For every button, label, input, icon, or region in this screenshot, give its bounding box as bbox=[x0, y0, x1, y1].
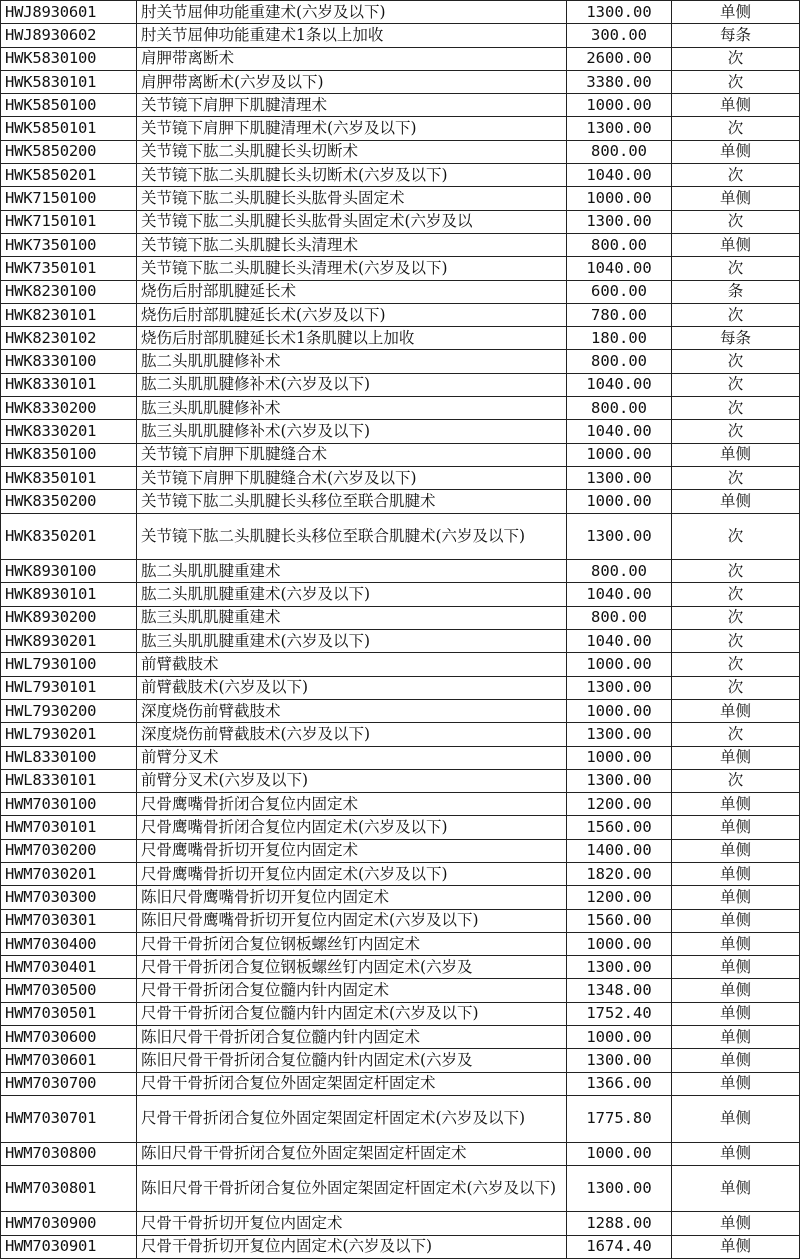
item-code-cell: HWM7030101 bbox=[1, 816, 137, 839]
item-name-cell: 前臂截肢术(六岁及以下) bbox=[137, 676, 567, 699]
item-price-cell: 1000.00 bbox=[567, 653, 672, 676]
table-row bbox=[1, 560, 800, 583]
item-name-cell: 肱二头肌肌腱修补术 bbox=[137, 350, 567, 373]
item-name-cell: 关节镜下肩胛下肌腱清理术 bbox=[137, 94, 567, 117]
item-name-cell: 尺骨干骨折闭合复位钢板螺丝钉内固定术 bbox=[137, 932, 567, 955]
item-unit-cell: 单侧 bbox=[672, 862, 800, 885]
item-unit-cell: 单侧 bbox=[672, 956, 800, 979]
item-name-cell: 尺骨干骨折闭合复位钢板螺丝钉内固定术(六岁及 bbox=[137, 956, 567, 979]
table-row bbox=[1, 1235, 800, 1258]
item-code-cell: HWK8350200 bbox=[1, 490, 137, 513]
item-unit-cell: 次 bbox=[672, 164, 800, 187]
table-row bbox=[1, 94, 800, 117]
item-code-cell: HWL8330100 bbox=[1, 746, 137, 769]
item-name-cell: 肱三头肌肌腱重建术(六岁及以下) bbox=[137, 630, 567, 653]
item-price-cell: 1000.00 bbox=[567, 932, 672, 955]
table-row bbox=[1, 862, 800, 885]
item-code-cell: HWK8930200 bbox=[1, 606, 137, 629]
item-name-cell: 尺骨干骨折切开复位内固定术(六岁及以下) bbox=[137, 1235, 567, 1258]
item-code-cell: HWM7030801 bbox=[1, 1165, 137, 1212]
table-row bbox=[1, 1095, 800, 1142]
item-code-cell: HWM7030501 bbox=[1, 1002, 137, 1025]
item-code-cell: HWK5850200 bbox=[1, 140, 137, 163]
item-name-cell: 关节镜下肱二头肌腱长头切断术(六岁及以下) bbox=[137, 164, 567, 187]
table-row bbox=[1, 140, 800, 163]
item-unit-cell: 单侧 bbox=[672, 443, 800, 466]
table-row bbox=[1, 164, 800, 187]
item-unit-cell: 次 bbox=[672, 420, 800, 443]
item-unit-cell: 单侧 bbox=[672, 490, 800, 513]
item-unit-cell: 次 bbox=[672, 560, 800, 583]
item-name-cell: 陈旧尺骨鹰嘴骨折切开复位内固定术(六岁及以下) bbox=[137, 909, 567, 932]
item-name-cell: 烧伤后肘部肌腱延长术(六岁及以下) bbox=[137, 303, 567, 326]
item-unit-cell: 次 bbox=[672, 210, 800, 233]
item-price-cell: 1674.40 bbox=[567, 1235, 672, 1258]
item-code-cell: HWK8230100 bbox=[1, 280, 137, 303]
item-code-cell: HWK7150101 bbox=[1, 210, 137, 233]
item-price-cell: 300.00 bbox=[567, 24, 672, 47]
item-unit-cell: 单侧 bbox=[672, 1026, 800, 1049]
table-row bbox=[1, 606, 800, 629]
table-row bbox=[1, 280, 800, 303]
table-row bbox=[1, 24, 800, 47]
item-name-cell: 关节镜下肱二头肌腱长头肱骨头固定术 bbox=[137, 187, 567, 210]
item-name-cell: 尺骨鹰嘴骨折切开复位内固定术 bbox=[137, 839, 567, 862]
item-name-cell: 陈旧尺骨干骨折闭合复位外固定架固定杆固定术 bbox=[137, 1142, 567, 1165]
item-price-cell: 1366.00 bbox=[567, 1072, 672, 1095]
item-unit-cell: 单侧 bbox=[672, 793, 800, 816]
item-name-cell: 陈旧尺骨鹰嘴骨折切开复位内固定术 bbox=[137, 886, 567, 909]
item-price-cell: 1300.00 bbox=[567, 117, 672, 140]
item-price-cell: 780.00 bbox=[567, 303, 672, 326]
item-unit-cell: 每条 bbox=[672, 24, 800, 47]
item-unit-cell: 每条 bbox=[672, 327, 800, 350]
item-price-cell: 2600.00 bbox=[567, 47, 672, 70]
item-price-cell: 1300.00 bbox=[567, 1049, 672, 1072]
item-unit-cell: 单侧 bbox=[672, 1235, 800, 1258]
item-name-cell: 尺骨鹰嘴骨折闭合复位内固定术(六岁及以下) bbox=[137, 816, 567, 839]
item-code-cell: HWM7030601 bbox=[1, 1049, 137, 1072]
item-code-cell: HWM7030901 bbox=[1, 1235, 137, 1258]
item-code-cell: HWL7930100 bbox=[1, 653, 137, 676]
item-price-cell: 1000.00 bbox=[567, 187, 672, 210]
item-unit-cell: 次 bbox=[672, 723, 800, 746]
item-code-cell: HWK8330201 bbox=[1, 420, 137, 443]
item-name-cell: 肱二头肌肌腱修补术(六岁及以下) bbox=[137, 373, 567, 396]
item-code-cell: HWK8930101 bbox=[1, 583, 137, 606]
item-name-cell: 尺骨干骨折闭合复位髓内针内固定术 bbox=[137, 979, 567, 1002]
item-price-cell: 1300.00 bbox=[567, 676, 672, 699]
item-unit-cell: 次 bbox=[672, 583, 800, 606]
item-code-cell: HWJ8930602 bbox=[1, 24, 137, 47]
item-unit-cell: 次 bbox=[672, 630, 800, 653]
item-unit-cell: 次 bbox=[672, 350, 800, 373]
item-unit-cell: 次 bbox=[672, 653, 800, 676]
item-name-cell: 前臂分叉术(六岁及以下) bbox=[137, 769, 567, 792]
item-name-cell: 关节镜下肱二头肌腱长头切断术 bbox=[137, 140, 567, 163]
item-code-cell: HWK7150100 bbox=[1, 187, 137, 210]
item-unit-cell: 条 bbox=[672, 280, 800, 303]
item-code-cell: HWK8930201 bbox=[1, 630, 137, 653]
item-price-cell: 800.00 bbox=[567, 397, 672, 420]
item-unit-cell: 单侧 bbox=[672, 746, 800, 769]
item-price-cell: 600.00 bbox=[567, 280, 672, 303]
item-price-cell: 1000.00 bbox=[567, 443, 672, 466]
item-name-cell: 肱三头肌肌腱重建术 bbox=[137, 606, 567, 629]
item-code-cell: HWL7930201 bbox=[1, 723, 137, 746]
item-price-cell: 1000.00 bbox=[567, 699, 672, 722]
item-name-cell: 肘关节屈伸功能重建术1条以上加收 bbox=[137, 24, 567, 47]
item-code-cell: HWL7930101 bbox=[1, 676, 137, 699]
table-row bbox=[1, 699, 800, 722]
item-name-cell: 尺骨干骨折闭合复位外固定架固定杆固定术(六岁及以下) bbox=[137, 1095, 567, 1142]
item-name-cell: 尺骨鹰嘴骨折切开复位内固定术(六岁及以下) bbox=[137, 862, 567, 885]
item-price-cell: 1560.00 bbox=[567, 816, 672, 839]
item-price-cell: 1000.00 bbox=[567, 746, 672, 769]
item-price-cell: 1752.40 bbox=[567, 1002, 672, 1025]
item-price-cell: 1300.00 bbox=[567, 769, 672, 792]
item-name-cell: 陈旧尺骨干骨折闭合复位髓内针内固定术(六岁及 bbox=[137, 1049, 567, 1072]
item-name-cell: 关节镜下肱二头肌腱长头清理术(六岁及以下) bbox=[137, 257, 567, 280]
item-code-cell: HWM7030701 bbox=[1, 1095, 137, 1142]
item-price-cell: 1288.00 bbox=[567, 1212, 672, 1235]
item-code-cell: HWM7030401 bbox=[1, 956, 137, 979]
item-unit-cell: 次 bbox=[672, 70, 800, 93]
item-price-cell: 1300.00 bbox=[567, 1165, 672, 1212]
table-row bbox=[1, 1165, 800, 1212]
item-price-cell: 1348.00 bbox=[567, 979, 672, 1002]
table-row bbox=[1, 117, 800, 140]
table-row bbox=[1, 816, 800, 839]
table-row bbox=[1, 583, 800, 606]
table-row bbox=[1, 1002, 800, 1025]
item-price-cell: 1300.00 bbox=[567, 956, 672, 979]
item-unit-cell: 次 bbox=[672, 769, 800, 792]
item-code-cell: HWK8330100 bbox=[1, 350, 137, 373]
item-code-cell: HWM7030800 bbox=[1, 1142, 137, 1165]
table-row bbox=[1, 490, 800, 513]
item-unit-cell: 单侧 bbox=[672, 1, 800, 24]
table-row bbox=[1, 373, 800, 396]
table-row bbox=[1, 257, 800, 280]
item-name-cell: 关节镜下肩胛下肌腱缝合术 bbox=[137, 443, 567, 466]
item-code-cell: HWM7030201 bbox=[1, 862, 137, 885]
item-price-cell: 1000.00 bbox=[567, 1026, 672, 1049]
item-price-cell: 1000.00 bbox=[567, 1142, 672, 1165]
item-code-cell: HWM7030600 bbox=[1, 1026, 137, 1049]
item-price-cell: 800.00 bbox=[567, 560, 672, 583]
item-code-cell: HWK8330101 bbox=[1, 373, 137, 396]
table-row bbox=[1, 443, 800, 466]
item-unit-cell: 单侧 bbox=[672, 233, 800, 256]
item-code-cell: HWK5850201 bbox=[1, 164, 137, 187]
item-name-cell: 烧伤后肘部肌腱延长术1条肌腱以上加收 bbox=[137, 327, 567, 350]
item-unit-cell: 次 bbox=[672, 373, 800, 396]
item-price-cell: 1040.00 bbox=[567, 630, 672, 653]
table-row bbox=[1, 956, 800, 979]
item-name-cell: 关节镜下肱二头肌腱长头移位至联合肌腱术 bbox=[137, 490, 567, 513]
item-code-cell: HWL8330101 bbox=[1, 769, 137, 792]
item-name-cell: 关节镜下肱二头肌腱长头肱骨头固定术(六岁及以 bbox=[137, 210, 567, 233]
item-unit-cell: 单侧 bbox=[672, 816, 800, 839]
item-unit-cell: 单侧 bbox=[672, 1002, 800, 1025]
item-name-cell: 肩胛带离断术 bbox=[137, 47, 567, 70]
item-code-cell: HWM7030100 bbox=[1, 793, 137, 816]
item-unit-cell: 单侧 bbox=[672, 1095, 800, 1142]
item-unit-cell: 单侧 bbox=[672, 1212, 800, 1235]
item-unit-cell: 次 bbox=[672, 466, 800, 489]
item-unit-cell: 次 bbox=[672, 397, 800, 420]
table-row bbox=[1, 653, 800, 676]
table-row bbox=[1, 886, 800, 909]
table-row bbox=[1, 187, 800, 210]
table-row bbox=[1, 979, 800, 1002]
item-unit-cell: 次 bbox=[672, 47, 800, 70]
item-name-cell: 尺骨干骨折闭合复位外固定架固定杆固定术 bbox=[137, 1072, 567, 1095]
item-price-cell: 1820.00 bbox=[567, 862, 672, 885]
item-unit-cell: 单侧 bbox=[672, 1049, 800, 1072]
item-price-cell: 800.00 bbox=[567, 140, 672, 163]
item-unit-cell: 单侧 bbox=[672, 140, 800, 163]
item-name-cell: 肱三头肌肌腱修补术 bbox=[137, 397, 567, 420]
item-unit-cell: 次 bbox=[672, 676, 800, 699]
item-code-cell: HWM7030500 bbox=[1, 979, 137, 1002]
item-price-cell: 1775.80 bbox=[567, 1095, 672, 1142]
item-code-cell: HWK7350101 bbox=[1, 257, 137, 280]
item-name-cell: 尺骨鹰嘴骨折闭合复位内固定术 bbox=[137, 793, 567, 816]
item-price-cell: 1300.00 bbox=[567, 466, 672, 489]
item-unit-cell: 单侧 bbox=[672, 187, 800, 210]
item-price-cell: 1400.00 bbox=[567, 839, 672, 862]
item-code-cell: HWK5850101 bbox=[1, 117, 137, 140]
item-price-cell: 800.00 bbox=[567, 233, 672, 256]
table-row bbox=[1, 1072, 800, 1095]
item-price-cell: 3380.00 bbox=[567, 70, 672, 93]
item-code-cell: HWK8350100 bbox=[1, 443, 137, 466]
table-row bbox=[1, 466, 800, 489]
item-name-cell: 肘关节屈伸功能重建术(六岁及以下) bbox=[137, 1, 567, 24]
table-row bbox=[1, 932, 800, 955]
item-unit-cell: 次 bbox=[672, 257, 800, 280]
item-code-cell: HWK5830100 bbox=[1, 47, 137, 70]
item-price-cell: 1300.00 bbox=[567, 1, 672, 24]
item-price-cell: 1200.00 bbox=[567, 886, 672, 909]
item-unit-cell: 单侧 bbox=[672, 839, 800, 862]
item-price-cell: 1300.00 bbox=[567, 210, 672, 233]
table-row bbox=[1, 630, 800, 653]
table-row bbox=[1, 210, 800, 233]
item-code-cell: HWK5850100 bbox=[1, 94, 137, 117]
item-code-cell: HWM7030301 bbox=[1, 909, 137, 932]
table-row bbox=[1, 839, 800, 862]
item-code-cell: HWK8350201 bbox=[1, 513, 137, 560]
table-row bbox=[1, 303, 800, 326]
item-name-cell: 尺骨干骨折闭合复位髓内针内固定术(六岁及以下) bbox=[137, 1002, 567, 1025]
table-row bbox=[1, 1, 800, 24]
fee-table-body bbox=[1, 1, 800, 1259]
item-price-cell: 1040.00 bbox=[567, 420, 672, 443]
table-row bbox=[1, 723, 800, 746]
item-unit-cell: 单侧 bbox=[672, 979, 800, 1002]
item-name-cell: 尺骨干骨折切开复位内固定术 bbox=[137, 1212, 567, 1235]
table-row bbox=[1, 327, 800, 350]
item-code-cell: HWK8330200 bbox=[1, 397, 137, 420]
item-code-cell: HWK8230101 bbox=[1, 303, 137, 326]
item-price-cell: 1000.00 bbox=[567, 94, 672, 117]
item-name-cell: 关节镜下肱二头肌腱长头移位至联合肌腱术(六岁及以下) bbox=[137, 513, 567, 560]
item-code-cell: HWM7030900 bbox=[1, 1212, 137, 1235]
table-row bbox=[1, 793, 800, 816]
item-name-cell: 陈旧尺骨干骨折闭合复位外固定架固定杆固定术(六岁及以下) bbox=[137, 1165, 567, 1212]
table-row bbox=[1, 420, 800, 443]
item-unit-cell: 单侧 bbox=[672, 94, 800, 117]
table-row bbox=[1, 350, 800, 373]
item-name-cell: 陈旧尺骨干骨折闭合复位髓内针内固定术 bbox=[137, 1026, 567, 1049]
item-name-cell: 关节镜下肩胛下肌腱清理术(六岁及以下) bbox=[137, 117, 567, 140]
table-row bbox=[1, 1142, 800, 1165]
item-unit-cell: 次 bbox=[672, 117, 800, 140]
item-price-cell: 800.00 bbox=[567, 350, 672, 373]
table-row bbox=[1, 70, 800, 93]
item-unit-cell: 单侧 bbox=[672, 1072, 800, 1095]
item-name-cell: 关节镜下肩胛下肌腱缝合术(六岁及以下) bbox=[137, 466, 567, 489]
table-row bbox=[1, 1049, 800, 1072]
item-unit-cell: 单侧 bbox=[672, 932, 800, 955]
table-row bbox=[1, 909, 800, 932]
item-unit-cell: 单侧 bbox=[672, 699, 800, 722]
item-price-cell: 1040.00 bbox=[567, 373, 672, 396]
item-name-cell: 深度烧伤前臂截肢术(六岁及以下) bbox=[137, 723, 567, 746]
item-code-cell: HWK5830101 bbox=[1, 70, 137, 93]
table-row bbox=[1, 233, 800, 256]
item-price-cell: 1040.00 bbox=[567, 583, 672, 606]
item-price-cell: 1040.00 bbox=[567, 164, 672, 187]
item-unit-cell: 次 bbox=[672, 606, 800, 629]
item-price-cell: 180.00 bbox=[567, 327, 672, 350]
item-name-cell: 肱三头肌肌腱修补术(六岁及以下) bbox=[137, 420, 567, 443]
item-unit-cell: 单侧 bbox=[672, 1142, 800, 1165]
item-code-cell: HWJ8930601 bbox=[1, 1, 137, 24]
item-name-cell: 肱二头肌肌腱重建术 bbox=[137, 560, 567, 583]
item-price-cell: 800.00 bbox=[567, 606, 672, 629]
table-row bbox=[1, 676, 800, 699]
item-name-cell: 前臂截肢术 bbox=[137, 653, 567, 676]
item-code-cell: HWK8930100 bbox=[1, 560, 137, 583]
item-name-cell: 关节镜下肱二头肌腱长头清理术 bbox=[137, 233, 567, 256]
item-unit-cell: 次 bbox=[672, 513, 800, 560]
item-name-cell: 肱二头肌肌腱重建术(六岁及以下) bbox=[137, 583, 567, 606]
table-row bbox=[1, 769, 800, 792]
item-name-cell: 前臂分叉术 bbox=[137, 746, 567, 769]
item-name-cell: 烧伤后肘部肌腱延长术 bbox=[137, 280, 567, 303]
item-price-cell: 1560.00 bbox=[567, 909, 672, 932]
item-code-cell: HWK8350101 bbox=[1, 466, 137, 489]
item-price-cell: 1300.00 bbox=[567, 513, 672, 560]
item-price-cell: 1040.00 bbox=[567, 257, 672, 280]
item-price-cell: 1000.00 bbox=[567, 490, 672, 513]
item-code-cell: HWL7930200 bbox=[1, 699, 137, 722]
table-row bbox=[1, 47, 800, 70]
item-name-cell: 深度烧伤前臂截肢术 bbox=[137, 699, 567, 722]
item-name-cell: 肩胛带离断术(六岁及以下) bbox=[137, 70, 567, 93]
table-row bbox=[1, 397, 800, 420]
table-row bbox=[1, 1212, 800, 1235]
item-code-cell: HWM7030700 bbox=[1, 1072, 137, 1095]
item-code-cell: HWK8230102 bbox=[1, 327, 137, 350]
item-unit-cell: 单侧 bbox=[672, 909, 800, 932]
item-unit-cell: 单侧 bbox=[672, 1165, 800, 1212]
table-row bbox=[1, 746, 800, 769]
item-code-cell: HWM7030200 bbox=[1, 839, 137, 862]
item-price-cell: 1300.00 bbox=[567, 723, 672, 746]
item-code-cell: HWK7350100 bbox=[1, 233, 137, 256]
table-row bbox=[1, 1026, 800, 1049]
item-code-cell: HWM7030300 bbox=[1, 886, 137, 909]
item-code-cell: HWM7030400 bbox=[1, 932, 137, 955]
table-row bbox=[1, 513, 800, 560]
item-unit-cell: 次 bbox=[672, 303, 800, 326]
item-unit-cell: 单侧 bbox=[672, 886, 800, 909]
item-price-cell: 1200.00 bbox=[567, 793, 672, 816]
